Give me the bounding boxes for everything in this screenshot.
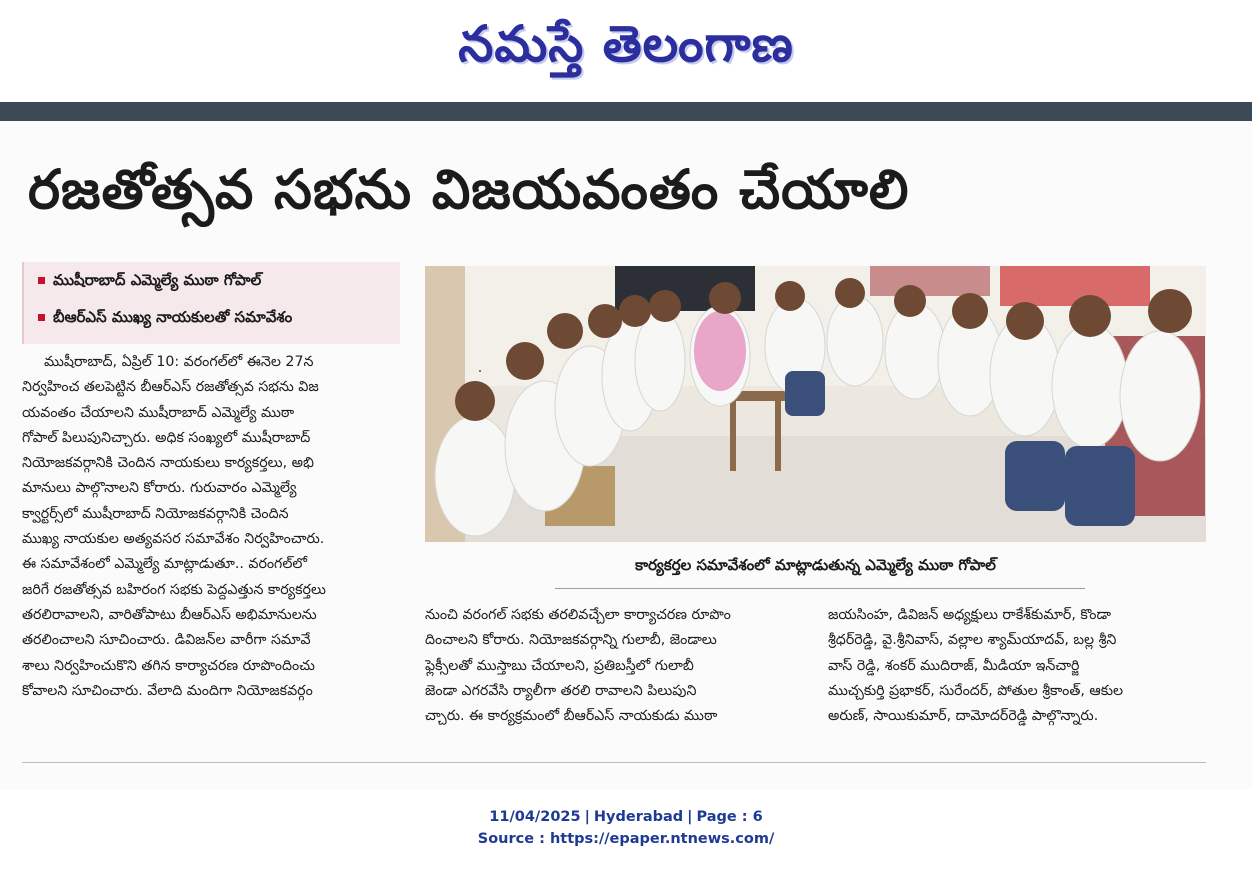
column-line: కోవాలని సూచించారు. వేలాది మందిగా నియోజకవర్గం	[22, 682, 313, 699]
bullet-icon	[38, 314, 45, 321]
column-line: క్వార్టర్స్‌లో ముషీరాబాద్ నియోజకవర్గానికి చెందిన	[22, 505, 289, 522]
column-line: నుంచి వరంగల్ సభకు తరలివచ్చేలా కార్యాచరణ రూపొం	[425, 607, 731, 623]
article-column-1	[22, 350, 400, 704]
column-line: తరలించాలని సూచించారు. డివిజన్‌ల వారీగా సమావే	[22, 632, 311, 649]
footer-city: Hyderabad	[593, 809, 684, 825]
masthead	[0, 0, 1252, 100]
subheads-box	[22, 262, 400, 344]
masthead-bar	[0, 102, 1252, 121]
meeting-photo-illustration	[425, 266, 1206, 542]
column-line: మానులు పాల్గొనాలని కోరారు. గురువారం ఎమ్మెల్యే	[22, 480, 297, 497]
column-line: ముషీరాబాద్, ఏప్రిల్ 10: వరంగల్‌లో ఈనెల 27న	[44, 354, 314, 370]
clipping-bottom-rule	[22, 762, 1206, 763]
article-column-3	[828, 603, 1208, 729]
article-column-2	[425, 603, 810, 729]
column-line: అరుణ్, సాయికుమార్, దామోదర్‌రెడ్డి పాల్గొన్నారు.	[828, 708, 1099, 725]
column-line: తరలిరావాలని, వారితోపాటు బీఆర్‌ఎస్ అభిమానులను	[22, 606, 317, 623]
subhead-2	[38, 308, 292, 330]
column-line: చ్చారు. ఈ కార్యక్రమంలో బీఆర్‌ఎస్ నాయకుడు ముఠా	[425, 708, 718, 725]
column-line: జెండా ఎగరవేసి ర్యాలీగా తరలి రావాలని పిలుపుని	[425, 682, 697, 699]
column-line: నిర్వహించ తలపెట్టిన బీఆర్‌ఎస్ రజతోత్సవ సభను విజ	[22, 379, 319, 396]
footer-source-link[interactable]: Source : https://epaper.ntnews.com/	[477, 831, 775, 847]
column-line: ఈ సమావేశంలో ఎమ్మెల్యే మాట్లాడుతూ.. వరంగల్‌లో	[22, 556, 307, 573]
footer-page: Page : 6	[696, 809, 763, 825]
subhead-2-text: బీఆర్‌ఎస్ ముఖ్య నాయకులతో సమావేశం	[53, 308, 293, 326]
column-line: ఫ్లెక్సీలతో ముస్తాబు చేయాలని, ప్రతిబస్తీలో గులాబీ	[425, 657, 694, 674]
subhead-1-text: ముషీరాబాద్ ఎమ్మెల్యే ముఠా గోపాల్	[53, 271, 262, 289]
column-line: వాస్ రెడ్డి, శంకర్ ముదిరాజ్, మీడియా ఇన్‌చార్జి	[828, 657, 1080, 674]
column-line: జరిగే రజతోత్సవ బహిరంగ సభకు పెద్దఎత్తున కార్యకర్తలు	[22, 581, 326, 598]
column-line: యవంతం చేయాలని ముషీరాబాద్ ఎమ్మెల్యే ముఠా	[22, 404, 295, 421]
column-line: దించాలని కోరారు. నియోజకవర్గాన్ని గులాబీ, జెండాలు	[425, 632, 717, 649]
column-line: శ్రీధర్‌రెడ్డి, వై.శ్రీనివాస్, వల్లాల శ్యామ్‌యాదవ్, బల్ల శ్రీని	[828, 632, 1117, 649]
news-photo	[425, 266, 1206, 542]
column-line: ముచ్చకుర్తి ప్రభాకర్, సురేందర్, పోతుల శ్రీకాంత్, ఆకుల	[828, 682, 1124, 699]
page-footer	[0, 806, 1252, 856]
bullet-icon	[38, 277, 45, 284]
newspaper-logo: నమస్తే తెలంగాణ	[458, 14, 794, 73]
footer-edition-line: 11/04/2025 | Hyderabad | Page : 6	[489, 809, 763, 825]
caption-divider	[555, 588, 1085, 589]
column-line: ముఖ్య నాయకుల అత్యవసర సమావేశం నిర్వహించారు.	[22, 531, 325, 548]
column-line: జయసింహ, డివిజన్ అధ్యక్షులు రాకేశ్‌కుమార్, కొండా	[828, 607, 1111, 623]
article-headline: రజతోత్సవ సభను విజయవంతం చేయాలి	[28, 158, 910, 221]
column-line: గోపాల్ పిలుపునిచ్చారు. అధిక సంఖ్యలో ముషీరాబాద్	[22, 429, 311, 446]
subhead-1	[38, 271, 261, 293]
photo-caption: కార్యకర్తల సమావేశంలో మాట్లాడుతున్న ఎమ్మెల్యే ముఠా గోపాల్	[635, 556, 996, 574]
footer-date: 11/04/2025	[489, 809, 581, 825]
column-line: నియోజకవర్గానికి చెందిన నాయకులు కార్యకర్తలు, అభి	[22, 455, 314, 472]
column-line: శాలు నిర్వహించుకొని తగిన కార్యాచరణ రూపొందించు	[22, 657, 315, 674]
